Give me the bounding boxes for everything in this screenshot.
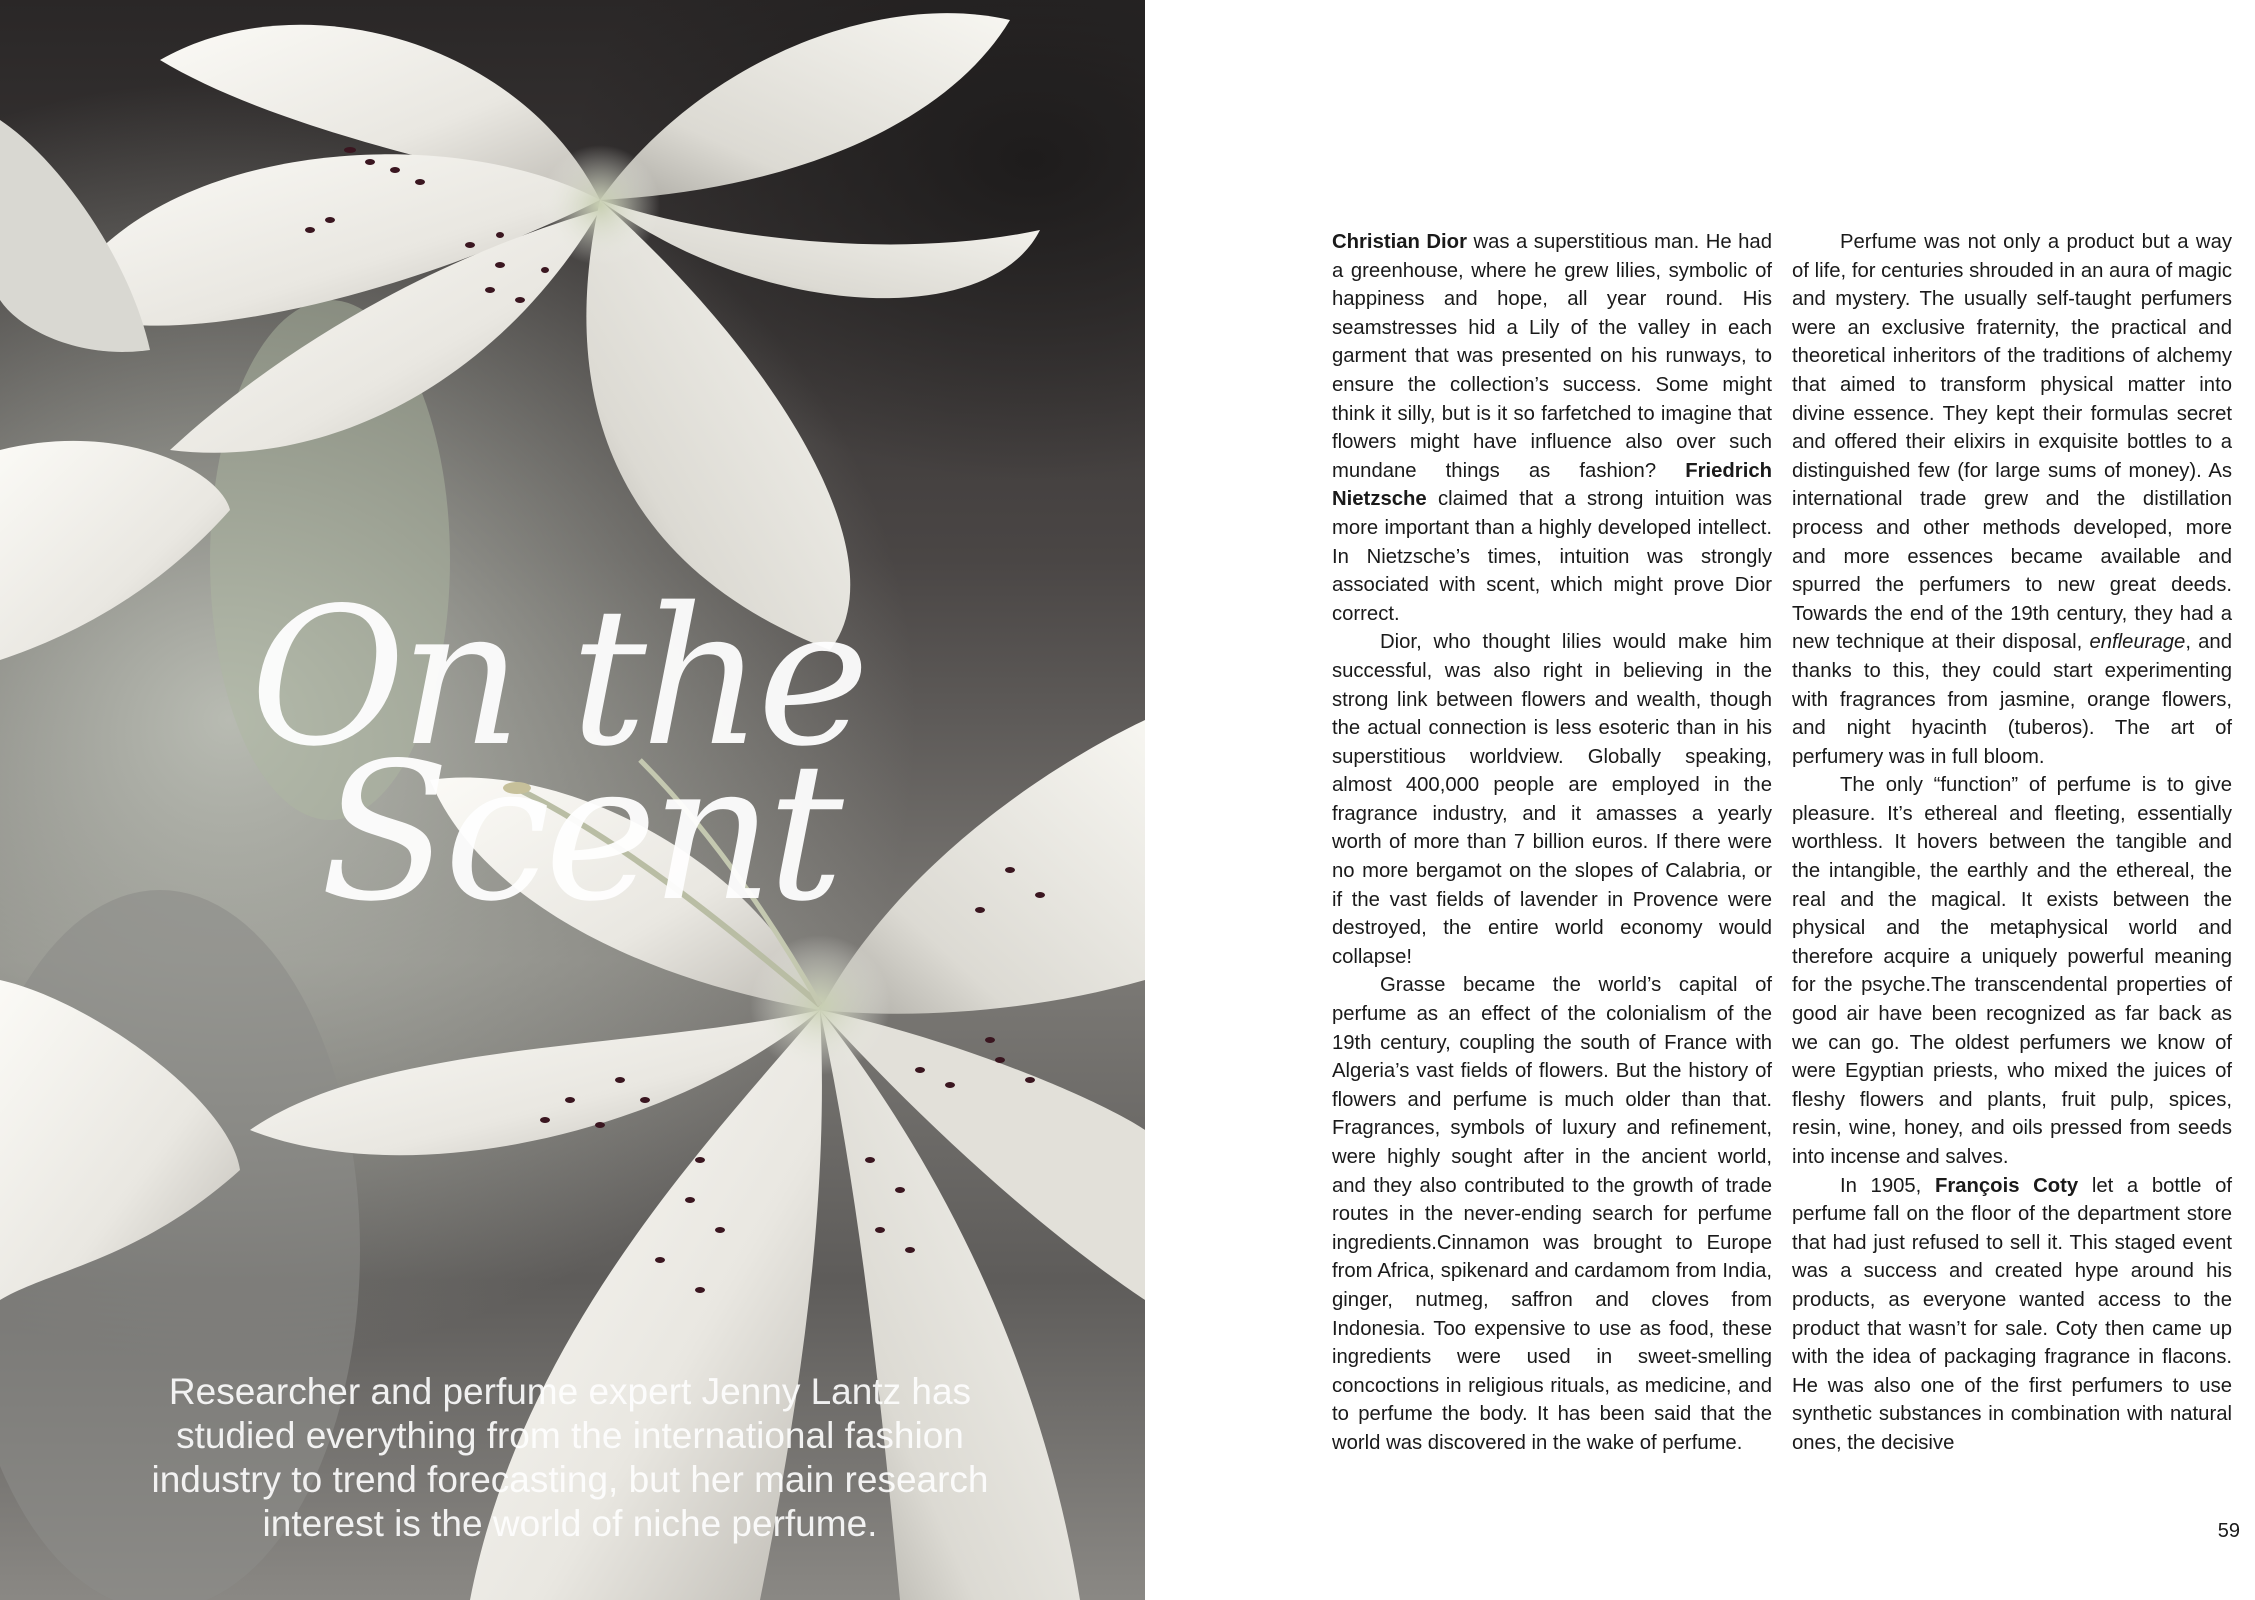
bold-name: Friedrich Nietzsche	[1332, 459, 1772, 511]
paragraph-text: Perfume was not only a product but a way of life, for centuries shrouded in an aura of magic and mystery. The usually self-taught perfumers were an exclusive fraternity, the practical and theoretical inheritors of the traditions of alchemy that aimed to transform physical matter into divine essence. They kept their formulas secret and offered their elixirs in exquisite bottles to a distinguished few (for large sums of money). As international trade grew and the distillation process and other methods developed, more and more essences became available and spurred the perfumers to new great deeds. Towards the end of the 19th century, they had a new technique at their disposal,	[1792, 231, 2232, 654]
paragraph	[1792, 1172, 2232, 1458]
paragraph-text: was a superstitious man. He had a greenhouse, where he grew lilies, symbolic of happiness and hope, all year round. His seamstresses hid a Lily of the valley in each garment that was presented on his runways, to ensure the collection’s success. Some might think it silly, but is it so farfetched to imagine that flowers might have influence also over such mundane things as fashion?	[1332, 231, 1772, 482]
text-column-2	[1792, 228, 2232, 1458]
paragraph-text: In 1905,	[1840, 1174, 1935, 1197]
title-line-1: On the	[250, 567, 864, 788]
text-column-1	[1332, 228, 1772, 1458]
paragraph: Grasse became the world’s capital of perfume as an effect of the colonialism of the 19th century, coupling the south of France with Algeria’s vast fields of flowers. But the history of flowers and perfume is much older than that. Fragrances, symbols of luxury and refinement, were highly sought after in the ancient world, and they also contributed to the growth of trade routes in the never-ending search for perfume ingredients.Cinnamon was brought to Europe from Africa, spikenard and cardamom from India, ginger, nutmeg, saffron and cloves from Indonesia. Too expensive to use as food, these ingredients were used in sweet-smelling concoctions in religious rituals, as medicine, and to perfume the body. It has been said that the world was discovered in the wake of perfume.	[1332, 974, 1772, 1454]
bold-name: Christian Dior	[1332, 231, 1467, 253]
paragraph-text: claimed that a strong intuition was more important than a highly developed intellect. In Nietzsche’s times, intuition was strongly associated with scent, which might prove Dior correct.	[1332, 488, 1772, 625]
page-number: 59	[2217, 1520, 2240, 1542]
paragraph-text: let a bottle of perfume fall on the floor of the department store that had just refused to sell it. This staged event was a success and created hype around his products, as everyone wanted access to the product that wasn’t for sale. Coty then came up with the idea of packaging fragrance in flacons. He was also one of the first perfumers to use synthetic substances in combination with natural ones, the decisive	[1792, 1174, 2232, 1454]
article-intro: Researcher and perfume expert Jenny Lantz has studied everything from the international fashion industry to trend forecasting, but her main research interest is the world of niche perfume.	[151, 1371, 989, 1544]
paragraph	[1332, 228, 1772, 628]
italic-term: enfleurage	[2089, 631, 2186, 654]
paragraph: The only “function” of perfume is to give pleasure. It’s ethereal and fleeting, essentially worthless. It hovers between the tangible and the intangible, the earthly and the ethereal, the real and the magical. It exists between the physical and the metaphysical world and therefore acquire a uniquely powerful meaning for the psyche.The transcendental properties of good air have been recognized as far back as we can go. The oldest perfumers we know of were Egyptian priests, who mixed the juices of fleshy flowers and plants, fruit pulp, spices, resin, wine, honey, and oils pressed from seeds into incense and salves.	[1792, 774, 2232, 1168]
bold-name: François Coty	[1934, 1174, 2079, 1197]
paragraph	[1792, 228, 2232, 771]
article-title	[250, 567, 950, 943]
paragraph-text: , and thanks to this, they could start experimenting with fragrances from jasmine, orange flowers, and night hyacinth (tuberos). The art of perfumery was in full bloom.	[1792, 631, 2232, 768]
title-line-2: Scent	[320, 722, 838, 943]
paragraph: Dior, who thought lilies would make him successful, was also right in believing in the strong link between flowers and wealth, though the actual connection is less esoteric than in his superstitious worldview. Globally speaking, almost 400,000 people are employed in the fragrance industry, and it amasses a yearly worth of more than 7 billion euros. If there were no more bergamot on the slopes of Calabria, or if the vast fields of lavender in Provence were destroyed, the entire world economy would collapse!	[1332, 631, 1772, 968]
